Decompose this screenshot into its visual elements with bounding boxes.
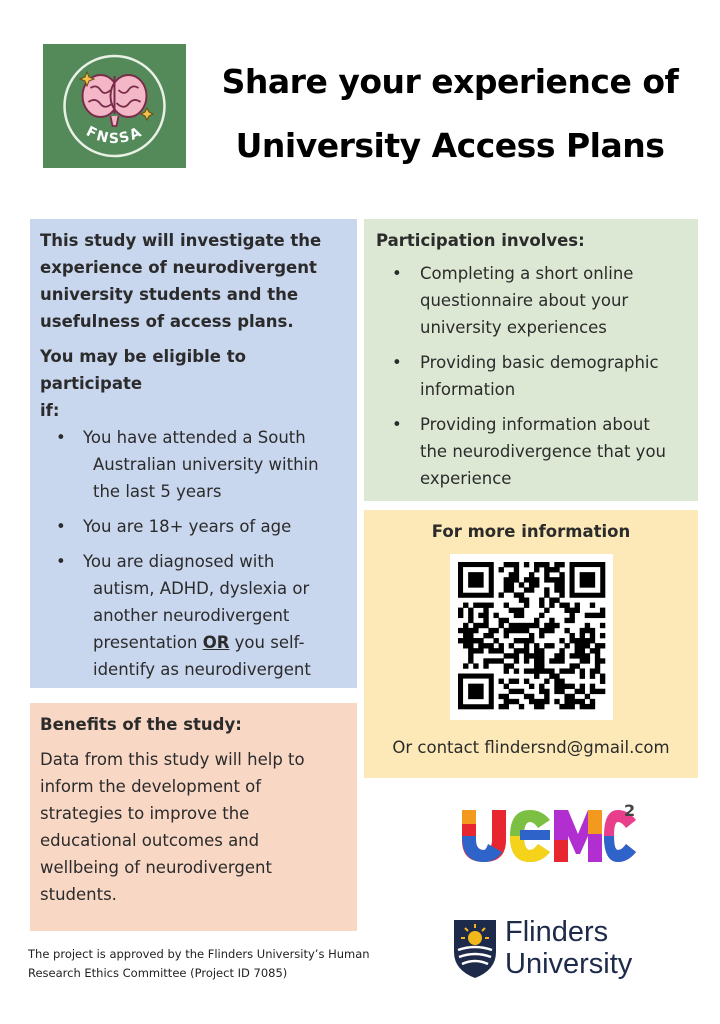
flinders-shield-icon — [452, 918, 498, 980]
more-info-heading: For more information — [431, 522, 631, 541]
bullet-line: autism, ADHD, dyslexia or — [93, 579, 310, 598]
bullet-line: questionnaire about your — [420, 291, 629, 310]
title-line-1: Share your experience of — [221, 62, 679, 101]
benefits-line: inform the development of — [40, 777, 262, 796]
svg-text:FNSSA — [83, 124, 145, 147]
benefits-heading: Benefits of the study: — [40, 715, 242, 734]
list-item — [376, 349, 688, 403]
list-item — [40, 548, 347, 683]
benefits-text — [40, 746, 347, 908]
ucmc-logo-icon — [458, 800, 638, 870]
intro-line: experience of neurodivergent — [40, 258, 317, 277]
eligibility-heading — [40, 343, 347, 424]
list-item — [40, 513, 347, 540]
contact-email[interactable]: Or contact flindersnd@gmail.com — [392, 738, 670, 757]
bullet-line: • You are diagnosed with — [83, 552, 275, 571]
or-emphasis: OR — [202, 633, 230, 652]
title-line-2: University Access Plans — [235, 126, 665, 165]
bullet-text: you self- — [229, 633, 305, 652]
participation-list — [376, 260, 688, 492]
bullet-line: the last 5 years — [93, 482, 222, 501]
fnssa-logo — [43, 44, 186, 168]
bullet-line: • Completing a short online — [420, 264, 634, 283]
participation-panel — [364, 219, 698, 501]
intro-line: usefulness of access plans. — [40, 312, 294, 331]
eligibility-line: if: — [40, 401, 60, 420]
ethics-line: The project is approved by the Flinders University’s Human — [28, 947, 370, 961]
bullet-line: the neurodivergence that you — [420, 442, 666, 461]
bullet-line: information — [420, 380, 516, 399]
bullet-line: • You are 18+ years of age — [83, 517, 292, 536]
ucmc-logo — [458, 800, 638, 874]
flinders-wordmark — [505, 916, 632, 980]
bullet-line — [83, 629, 347, 656]
benefits-line: wellbeing of neurodivergent — [40, 858, 272, 877]
bullet-text: presentation — [93, 633, 203, 652]
bullet-line: • You have attended a South — [83, 428, 306, 447]
bullet-line: experience — [420, 469, 512, 488]
study-panel — [30, 219, 357, 688]
flinders-line: Flinders — [505, 916, 609, 948]
eligibility-line: You may be eligible to participate — [40, 347, 246, 393]
intro-line: university students and the — [40, 285, 299, 304]
benefits-panel — [30, 703, 357, 931]
bullet-line: another neurodivergent — [93, 606, 290, 625]
brain-icon — [43, 44, 186, 168]
intro-line: This study will investigate the — [40, 231, 322, 250]
participation-heading: Participation involves: — [376, 231, 585, 250]
bullet-line: • Providing information about — [420, 415, 650, 434]
benefits-line: educational outcomes and — [40, 831, 260, 850]
bullet-line: Australian university within — [93, 455, 319, 474]
flinders-logo — [452, 918, 498, 984]
ethics-line: Research Ethics Committee (Project ID 7085) — [28, 966, 288, 980]
ethics-note — [28, 945, 408, 983]
flinders-line: University — [505, 948, 633, 980]
benefits-line: students. — [40, 885, 117, 904]
qr-code[interactable] — [450, 554, 613, 720]
benefits-line: strategies to improve the — [40, 804, 250, 823]
ucmc-superscript: 2 — [624, 801, 636, 820]
page-title — [200, 50, 700, 178]
list-item — [40, 424, 347, 505]
qr-code-icon — [450, 554, 613, 720]
bullet-line: • Providing basic demographic — [420, 353, 659, 372]
more-info-panel — [364, 510, 698, 778]
benefits-line: Data from this study will help to — [40, 750, 305, 769]
list-item — [376, 260, 688, 341]
eligibility-list — [40, 424, 347, 683]
list-item — [376, 411, 688, 492]
bullet-line: identify as neurodivergent — [93, 660, 311, 679]
study-intro — [40, 227, 347, 335]
logo-text: FNSSA — [83, 123, 146, 148]
bullet-line: university experiences — [420, 318, 607, 337]
